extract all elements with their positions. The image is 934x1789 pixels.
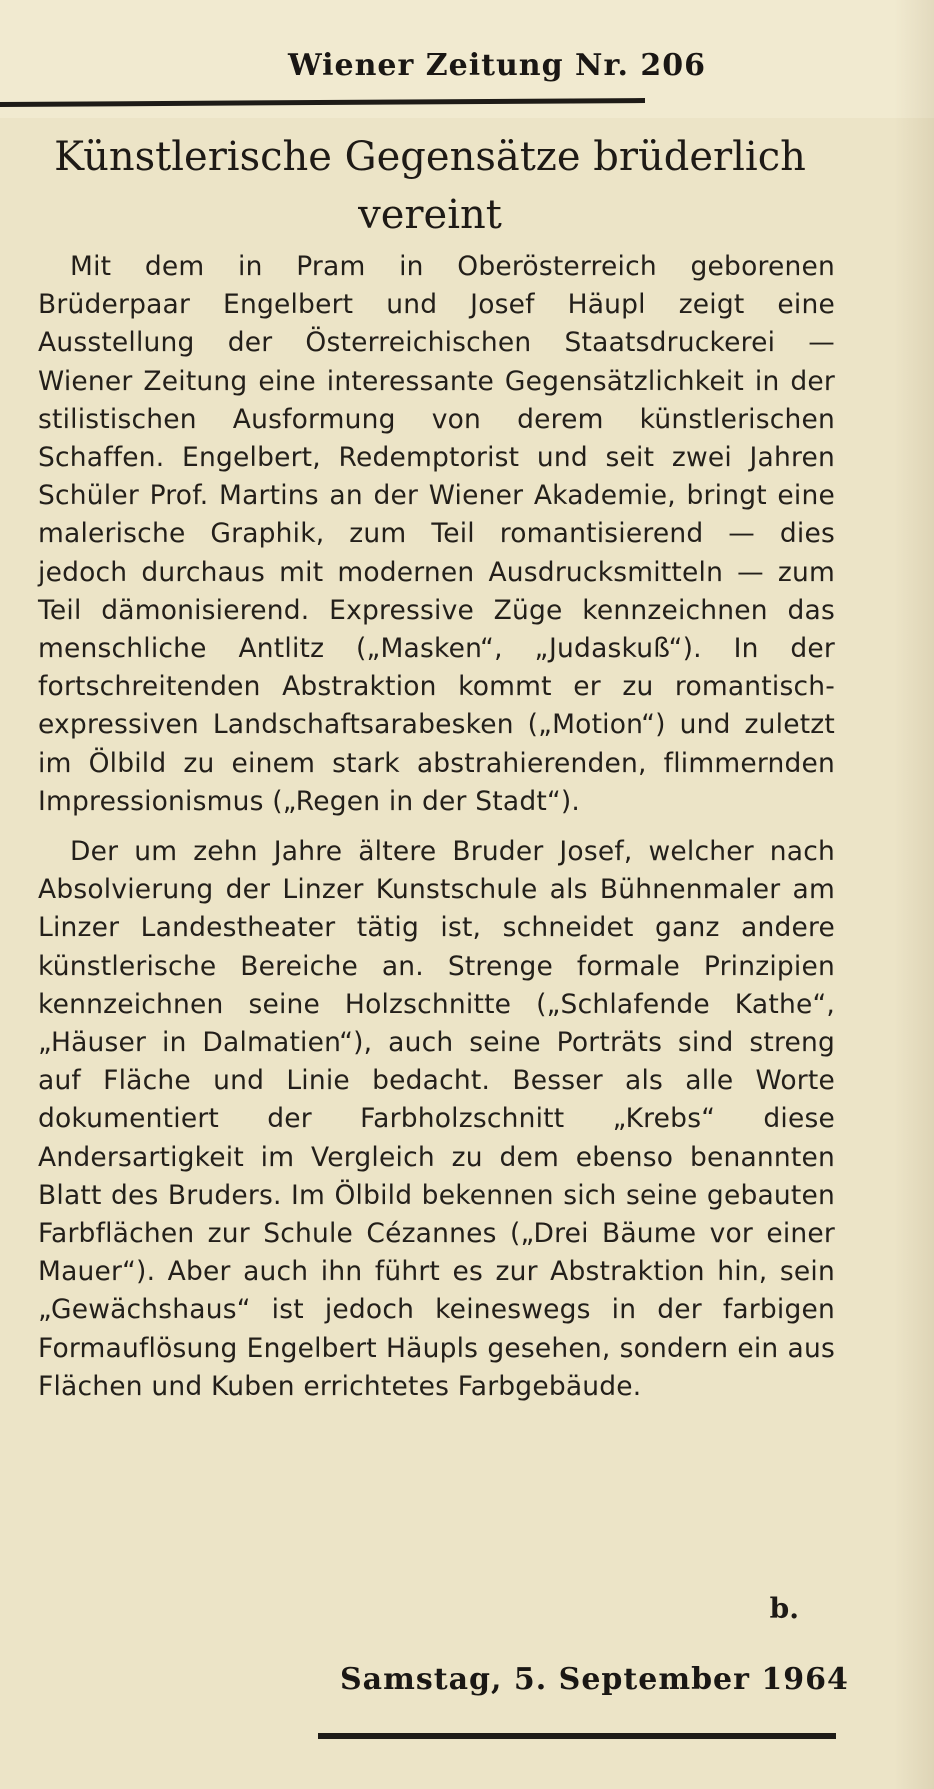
article-headline (30, 128, 830, 244)
paragraph-1: Mit dem in Pram in Oberösterreich geborenen Brüderpaar Engelbert und Josef Häupl zeigt eine Ausstellung der Österreichischen Staatsdruckerei — Wiener Zeitung eine interessante Gegensätzlichkeit in der stilistischen Ausformung von derem künstlerischen Schaffen. Engelbert, Redemptorist und seit zwei Jahren Schüler Prof. Martins an der Wiener Akademie, bringt eine malerische Graphik, zum Teil romantisierend — dies jedoch durchaus mit modernen Ausdrucksmitteln — zum Teil dämonisierend. Expressive Züge kennzeichnen das menschliche Antlitz („Masken“, „Judaskuß“). In der fortschreitenden Abstraktion kommt er zu romantisch-expressiven Landschaftsarabesken („Motion“) und zuletzt im Ölbild zu einem stark abstrahierenden, flimmernden Impressionismus („Regen in der Stadt“). (38, 251, 835, 817)
article-body (38, 248, 835, 1406)
masthead: Wiener Zeitung Nr. 206 (287, 48, 707, 83)
paragraph-2: Der um zehn Jahre ältere Bruder Josef, welcher nach Absolvierung der Linzer Kunstschule als Bühnenmaler am Linzer Landestheater tätig ist, schneidet ganz andere künstlerische Bereiche an. Strenge formale Prinzipien kennzeichnen seine Holzschnitte („Schlafende Kathe“, „Häuser in Dalmatien“), auch seine Porträts sind streng auf Fläche und Linie bedacht. Besser als alle Worte dokumentiert der Farbholzschnitt „Krebs“ diese Andersartigkeit im Vergleich zu dem ebenso benannten Blatt des Bruders. Im Ölbild bekennen sich seine gebauten Farbflächen zur Schule Cézannes („Drei Bäume vor einer Mauer“). Aber auch ihn führt es zur Abstraktion hin, sein „Gewächshaus“ ist jedoch keineswegs in der farbigen Formauflösung Engelbert Häupls gesehen, sondern ein aus Flächen und Kuben errichtetes Farbgebäude. (38, 836, 835, 1402)
dateline: Samstag, 5. September 1964 (340, 1662, 849, 1697)
headline-line-2: vereint (358, 192, 502, 238)
author-signature: b. (769, 1592, 799, 1625)
headline-line-1: Künstlerische Gegensätze brüderlich (54, 134, 806, 180)
dateline-rule (318, 1733, 836, 1739)
paper-edge (894, 0, 934, 1789)
